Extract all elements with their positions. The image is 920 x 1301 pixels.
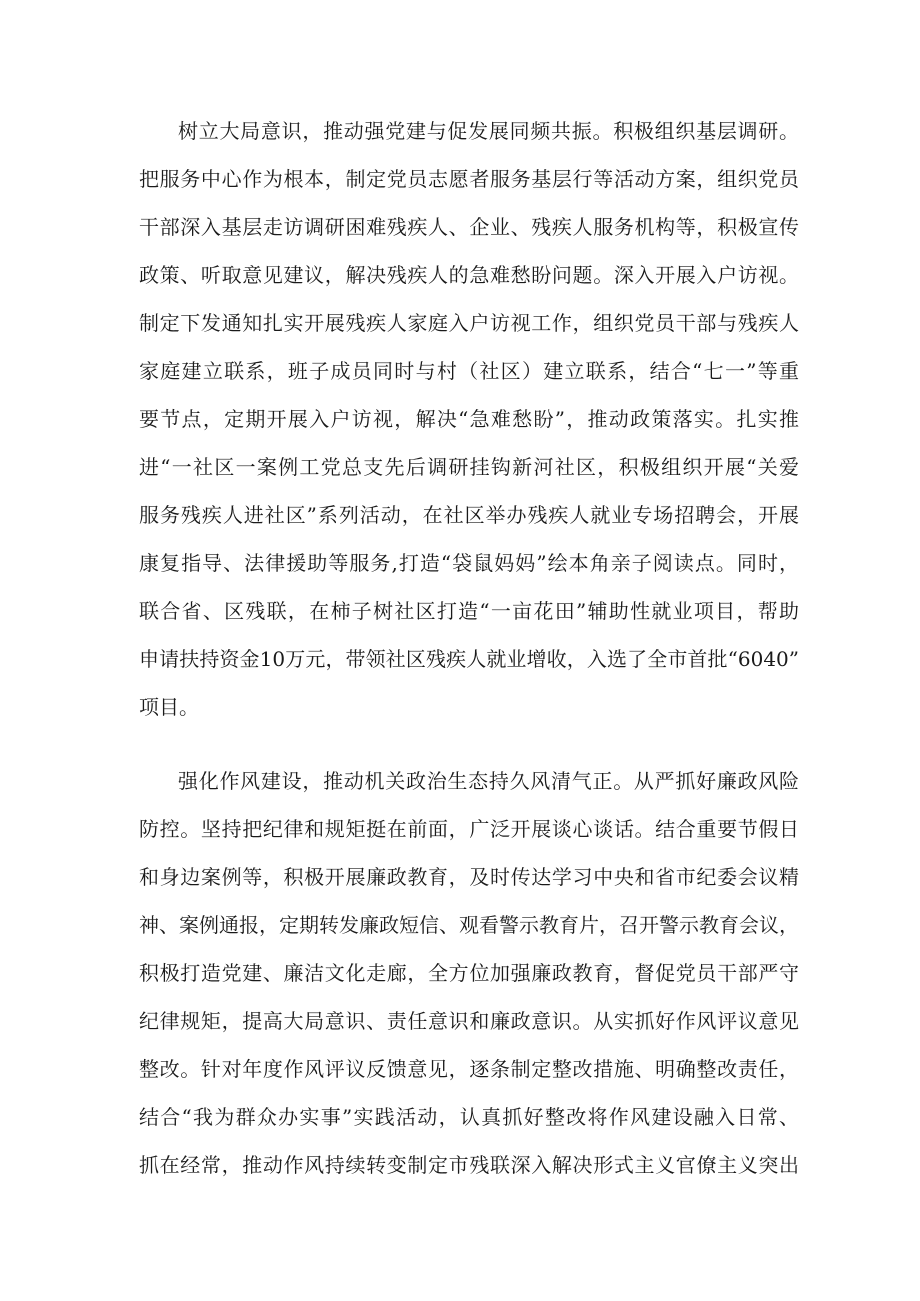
paragraph-2-line-6: 纪律规矩，提高大局意识、责任意识和廉政意识。从实抓好作风评议意见 bbox=[139, 1009, 799, 1033]
paragraph-2-line-5: 积极打造党建、廉洁文化走廊，全方位加强廉政教育，督促党员干部严守 bbox=[139, 961, 799, 985]
paragraph-1-line-1: 树立大局意识，推动强党建与促发展同频共振。积极组织基层调研。 bbox=[178, 119, 799, 143]
paragraph-1-line-9: 服务残疾人进社区”系列活动，在社区举办残疾人就业专场招聘会，开展 bbox=[139, 503, 799, 527]
paragraph-2-line-2: 防控。坚持把纪律和规矩挺在前面，广泛开展谈心谈话。结合重要节假日 bbox=[139, 817, 799, 841]
paragraph-2-line-1: 强化作风建设，推动机关政治生态持久风清气正。从严抓好廉政风险 bbox=[178, 769, 799, 793]
paragraph-1-line-10: 康复指导、法律援助等服务,打造“袋鼠妈妈”绘本角亲子阅读点。同时， bbox=[139, 551, 799, 575]
paragraph-1-line-4: 政策、听取意见建议，解决残疾人的急难愁盼问题。深入开展入户访视。 bbox=[139, 263, 799, 287]
paragraph-1-line-8: 进“一社区一案例工党总支先后调研挂钩新河社区，积极组织开展“关爱 bbox=[139, 455, 799, 479]
paragraph-1-line-11: 联合省、区残联，在柿子树社区打造“一亩花田”辅助性就业项目，帮助 bbox=[139, 599, 799, 623]
paragraph-1-line-12: 申请扶持资金10万元，带领社区残疾人就业增收，入选了全市首批“6040” bbox=[139, 647, 799, 671]
paragraph-2-line-3: 和身边案例等，积极开展廉政教育，及时传达学习中央和省市纪委会议精 bbox=[139, 865, 799, 889]
paragraph-1-line-2: 把服务中心作为根本，制定党员志愿者服务基层行等活动方案，组织党员 bbox=[139, 167, 799, 191]
paragraph-1-line-3: 干部深入基层走访调研困难残疾人、企业、残疾人服务机构等，积极宣传 bbox=[139, 215, 799, 239]
paragraph-2-line-4: 神、案例通报，定期转发廉政短信、观看警示教育片，召开警示教育会议， bbox=[139, 913, 799, 937]
paragraph-2-line-8: 结合“我为群众办实事”实践活动，认真抓好整改将作风建设融入日常、 bbox=[139, 1105, 799, 1129]
paragraph-1-line-13: 项目。 bbox=[139, 695, 199, 719]
paragraph-1-line-5: 制定下发通知扎实开展残疾人家庭入户访视工作，组织党员干部与残疾人 bbox=[139, 311, 799, 335]
paragraph-2-line-9: 抓在经常，推动作风持续转变制定市残联深入解决形式主义官僚主义突出 bbox=[139, 1153, 799, 1177]
paragraph-1-line-6: 家庭建立联系，班子成员同时与村（社区）建立联系，结合“七一”等重 bbox=[139, 359, 799, 383]
paragraph-1-line-7: 要节点，定期开展入户访视，解决“急难愁盼”，推动政策落实。扎实推 bbox=[139, 407, 799, 431]
paragraph-2-line-7: 整改。针对年度作风评议反馈意见，逐条制定整改措施、明确整改责任， bbox=[139, 1057, 799, 1081]
